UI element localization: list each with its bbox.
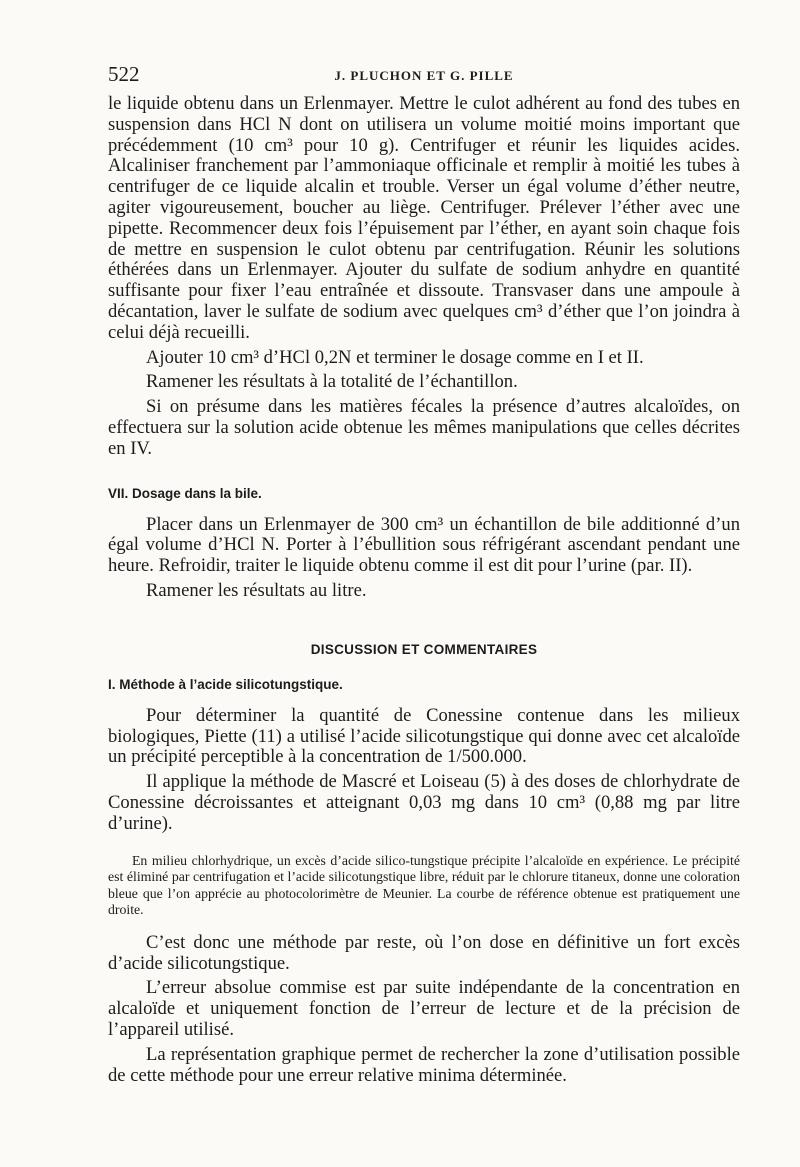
section-heading-bile: VII. Dosage dans la bile.: [108, 485, 262, 501]
page-header: [108, 62, 740, 86]
paragraph-bile-procedure: Placer dans un Erlenmayer de 300 cm³ un échantillon de bile additionné d’un égal volume d’HCl N. Porter à l’ébullition sous réfrigérant ascendant pendant une heure. Refroidir, traiter le liquide obtenu comme il est dit pour l’urine (par. II).: [108, 513, 740, 577]
paragraph-graphic-representation: La représentation graphique permet de rechercher la zone d’utilisation possible de cette méthode pour une erreur relative minima déterminée.: [108, 1043, 740, 1086]
paragraph-method-detail-small: En milieu chlorhydrique, un excès d’acide silico-tungstique précipite l’alcaloïde en expérience. Le précipité est éliminé par centrifugation et l’acide silicotungstique libre, réduit par le chlorure titaneux, donne une coloration bleue que l’on apprécie au photocolorimètre de Meunier. La courbe de référence obtenue est pratiquement une droite.: [108, 852, 740, 918]
paragraph-piette-method: Pour déterminer la quantité de Conessine contenue dans les milieux biologiques, Piette (11) a utilisé l’acide silicotungstique qui donne avec cet alcaloïde un précipité perceptible à la concentration de 1/500.000.: [108, 704, 740, 768]
paragraph-extraction-continued: le liquide obtenu dans un Erlenmayer. Mettre le culot adhérent au fond des tubes en suspension dans HCl N dont on utilisera un volume moitié moins important que précédemment (10 cm³ pour 10 g). Centrifuger et réunir les liquides acides. Alcaliniser franchement par l’ammoniaque officinale et remplir à moitié les tubes à centrifuger de ce liquide alcalin et trouble. Verser un égal volume d’éther neutre, agiter vigoureusement, boucher au liège. Centrifuger. Prélever l’éther avec une pipette. Recommencer deux fois l’épuisement par l’éther, en ayant soin chaque fois de mettre en suspension le culot obtenu par centrifugation. Réunir les solutions éthérées dans un Erlenmayer. Ajouter du sulfate de sodium anhydre en quantité suffisante pour fixer l’eau entraînée et dissoute. Transvaser dans une ampoule à décantation, laver le sulfate de sodium avec quelques cm³ d’éther que l’on joindra à celui déjà recueilli.: [108, 93, 740, 343]
paragraph-results-litre: Ramener les résultats au litre.: [146, 579, 367, 601]
paragraph-mascre-loiseau: Il applique la méthode de Mascré et Loiseau (5) à des doses de chlorhydrate de Conessine décroissantes et atteignant 0,03 mg dans 10 cm³ (0,88 mg par litre d’urine).: [108, 771, 740, 834]
page-number: 522: [108, 62, 140, 86]
paragraph-absolute-error: L’erreur absolue commise est par suite indépendante de la concentration en alcaloïde et uniquement fonction de l’erreur de lecture et de la précision de l’appareil utilisé.: [108, 977, 740, 1041]
running-head: J. PLUCHON ET G. PILLE: [334, 68, 514, 83]
paragraph-method-by-remainder: C’est donc une méthode par reste, où l’on dose en définitive un fort excès d’acide silicotungstique.: [108, 931, 740, 974]
paragraph-results-sample: Ramener les résultats à la totalité de l’échantillon.: [146, 371, 518, 393]
section-heading-discussion: DISCUSSION ET COMMENTAIRES: [310, 641, 538, 657]
subsection-heading-method: I. Méthode à l’acide silicotungstique.: [108, 676, 343, 692]
page-body: [108, 94, 740, 1086]
paragraph-add-hcl: Ajouter 10 cm³ d’HCl 0,2N et terminer le dosage comme en I et II.: [146, 346, 644, 368]
paragraph-other-alkaloids: Si on présume dans les matières fécales la présence d’autres alcaloïdes, on effectuera sur la solution acide obtenue les mêmes manipulations que celles décrites en IV.: [108, 396, 740, 459]
